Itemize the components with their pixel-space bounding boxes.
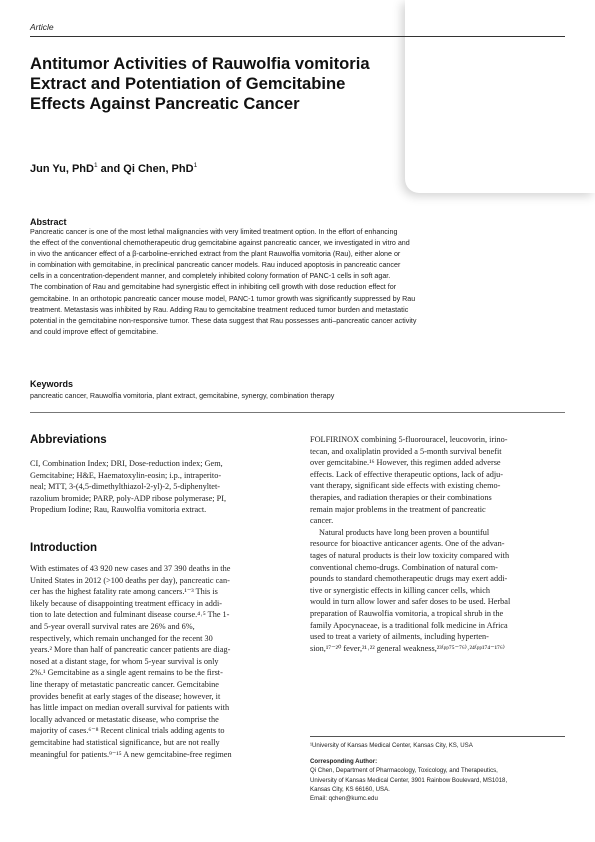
corresponding-line: University of Kansas Medical Center, 3901 Rainbow Boulevard, MS1018, bbox=[310, 776, 508, 784]
article-type-label: Article bbox=[30, 22, 54, 32]
keywords-line: pancreatic cancer, Rauwolfia vomitoria, plant extract, gemcitabine, synergy, combination therapy bbox=[30, 392, 335, 400]
author-name: Qi Chen, PhD bbox=[123, 163, 194, 175]
body-line: Gemcitabine; H&E, Haematoxylin-eosin; i.p., intraperito- bbox=[30, 470, 222, 480]
body-line: likely because of disappointing treatment efficacy in addi- bbox=[30, 598, 223, 608]
section-rule bbox=[30, 412, 565, 413]
abstract-line: Pancreatic cancer is one of the most lethal malignancies with very limited treatment option. In the effort of enhancing bbox=[30, 228, 398, 236]
affiliation-text: ¹University of Kansas Medical Center, Kansas City, KS, USA bbox=[310, 742, 473, 749]
corresponding-line: Qi Chen, Department of Pharmacology, Toxicology, and Therapeutics, bbox=[310, 767, 498, 775]
abstract-line: potential in the gemcitabine non-responsive tumor. These data suggest that Rau possesses anti–pancreatic cancer activity bbox=[30, 316, 417, 325]
title-line: Effects Against Pancreatic Cancer bbox=[30, 94, 300, 113]
abstract-line: The combination of Rau and gemcitabine had synergistic effect in inhibiting cell growth with dose reduction effect for bbox=[30, 283, 397, 292]
body-line: and 5-year overall survival rates are 26% and 6%, bbox=[30, 621, 195, 631]
abstract-line: and could improve effect of gemcitabine. bbox=[30, 327, 159, 336]
abstract-heading: Abstract bbox=[30, 217, 67, 227]
body-line: cer has the highest fatality rate among cancers.¹⁻³ This is bbox=[30, 587, 218, 597]
keywords-list bbox=[30, 391, 565, 402]
body-line: Natural products have long been proven a bountiful bbox=[319, 527, 490, 537]
header-rule bbox=[30, 36, 565, 37]
title-line: Extract and Potentiation of Gemcitabine bbox=[30, 74, 346, 93]
body-line: gemcitabine had statistical significance, but are not really bbox=[30, 737, 220, 747]
body-line: tecan, and oxaliplatin provided a 5-month survival benefit bbox=[310, 446, 502, 456]
body-line: used to treat a variety of ailments, including hyperten- bbox=[310, 632, 489, 642]
body-line: over gemcitabine.¹⁶ However, this regimen added adverse bbox=[310, 458, 501, 468]
abbreviations-heading: Abbreviations bbox=[30, 434, 107, 446]
author-separator: and bbox=[97, 163, 124, 175]
footnote-rule bbox=[310, 736, 565, 737]
title-line: Antitumor Activities of Rauwolfia vomitoria bbox=[30, 54, 370, 73]
abstract-line: the effect of the conventional chemotherapeutic drug gemcitabine against pancreatic cancer, we investigated in vitro and bbox=[30, 239, 410, 248]
introduction-heading: Introduction bbox=[30, 542, 98, 554]
body-line: FOLFIRINOX combining 5-fluorouracel, leucovorin, irino- bbox=[310, 435, 508, 444]
body-line: pounds to standard chemotherapeutic drugs may exert addi- bbox=[310, 574, 508, 584]
abstract-line: in vivo the anticancer effect of a β-carboline-enriched extract from the plant Rauwolfia vomitoria (Rau), either alone or bbox=[30, 250, 401, 259]
page-corner-overlay bbox=[405, 0, 595, 193]
body-line: would in turn allow lower and safer doses to be used. Herbal bbox=[310, 597, 511, 607]
body-line: razolium bromide; PARP, poly-ADP ribose polymerase; PI, bbox=[30, 493, 227, 503]
body-line: United States in 2012 (>100 deaths per day), pancreatic can- bbox=[30, 575, 230, 585]
body-line: family Apocynaceae, is a traditional folk medicine in Africa bbox=[310, 620, 508, 630]
body-line: resource for bioactive anticancer agents. One of the advan- bbox=[310, 539, 505, 549]
abbreviations-body bbox=[30, 458, 292, 516]
body-line: With estimates of 43 920 new cases and 37 390 deaths in the bbox=[30, 564, 231, 573]
body-line: preparation of Rauwolfia vomitoria, a tropical shrub in the bbox=[310, 608, 504, 618]
author-list bbox=[30, 162, 197, 175]
body-line: respectively, which remain unchanged for the recent 30 bbox=[30, 633, 213, 643]
right-column-body bbox=[310, 434, 568, 654]
body-line: sion,¹⁷⁻²⁰ fever,²¹˒²² general weakness,²³⁽ᵖᵖ⁷⁵⁻⁷⁶⁾˒²⁴⁽ᵖᵖ¹⁷⁴⁻¹⁷⁶⁾ bbox=[310, 643, 505, 653]
affiliation-footnote bbox=[310, 741, 570, 750]
body-line: conventional chemo-drugs. Combination of natural com- bbox=[310, 562, 498, 572]
body-line: provides benefit at early stages of the disease; however, it bbox=[30, 691, 221, 701]
body-line: neal; MTT, 3-(4,5-dimethylthiazol-2-yl)-2, 5-diphenyltet- bbox=[30, 482, 220, 492]
corresponding-email: Email: qchen@kumc.edu bbox=[310, 795, 378, 803]
corresponding-author bbox=[310, 757, 570, 803]
body-line: meaningful for patients.⁹⁻¹⁵ A new gemcitabine-free regimen bbox=[30, 749, 232, 759]
author-name: Jun Yu, PhD bbox=[30, 163, 94, 175]
body-line: tion to late detection and fulminant disease course.⁴˒⁵ The 1- bbox=[30, 610, 230, 620]
body-line: tages of natural products is their low toxicity compared with bbox=[310, 550, 510, 560]
body-line: remain major problems in the treatment of pancreatic bbox=[310, 504, 486, 514]
body-line: tive or synergistic effects in killing cancer cells, which bbox=[310, 585, 490, 595]
body-line: CI, Combination Index; DRI, Dose-reduction index; Gem, bbox=[30, 459, 223, 468]
body-line: years.² More than half of pancreatic cancer patients are diag- bbox=[30, 645, 231, 655]
body-line: therapies, and radiation therapies or their combinations bbox=[310, 492, 492, 502]
article-title bbox=[30, 54, 410, 114]
abstract-line: in combination with gemcitabine, in preclinical pancreatic cancer models. Rau induced apoptosis in pancreatic cancer bbox=[30, 261, 401, 270]
keywords-heading: Keywords bbox=[30, 379, 74, 389]
abstract-line: treatment. Metastasis was inhibited by Rau. Adding Rau to gemcitabine treatment reduced tumor burden and metastatic bbox=[30, 305, 409, 314]
abstract-line: gemcitabine. In an orthotopic pancreatic cancer mouse model, PANC-1 tumor growth was significantly suppressed by Rau bbox=[30, 294, 416, 303]
body-line: nosed at a distant stage, for whom 5-year survival is only bbox=[30, 656, 219, 666]
body-line: line therapy of metastatic pancreatic cancer. Gemcitabine bbox=[30, 679, 219, 689]
body-line: cancer. bbox=[310, 516, 334, 526]
corresponding-line: Kansas City, KS 66160, USA. bbox=[310, 785, 390, 793]
body-line: has little impact on median overall survival for patients with bbox=[30, 703, 230, 713]
affiliation-mark: 1 bbox=[93, 162, 98, 169]
abstract-line: cells in a concentration-dependent manner, and completely inhibited colony formation of PANC-1 cells in soft agar. bbox=[30, 272, 391, 281]
body-line: majority of cases.⁶⁻⁸ Recent clinical trials adding agents to bbox=[30, 726, 225, 736]
body-line: vant therapy, significant side effects with existing chemo- bbox=[310, 481, 501, 491]
body-line: locally advanced or metastatic disease, who comprise the bbox=[30, 714, 219, 724]
body-line: 2%.¹ Gemcitabine as a single agent remains to be the first- bbox=[30, 668, 223, 678]
body-line: Propedium Iodine; Rau, Rauwolfia vomitoria extract. bbox=[30, 505, 207, 515]
abstract-body bbox=[30, 227, 565, 338]
corresponding-heading: Corresponding Author: bbox=[310, 758, 378, 765]
body-line: effects. Lack of effective therapeutic options, lack of adju- bbox=[310, 469, 504, 479]
affiliation-mark: 1 bbox=[193, 162, 198, 169]
introduction-body bbox=[30, 563, 292, 760]
